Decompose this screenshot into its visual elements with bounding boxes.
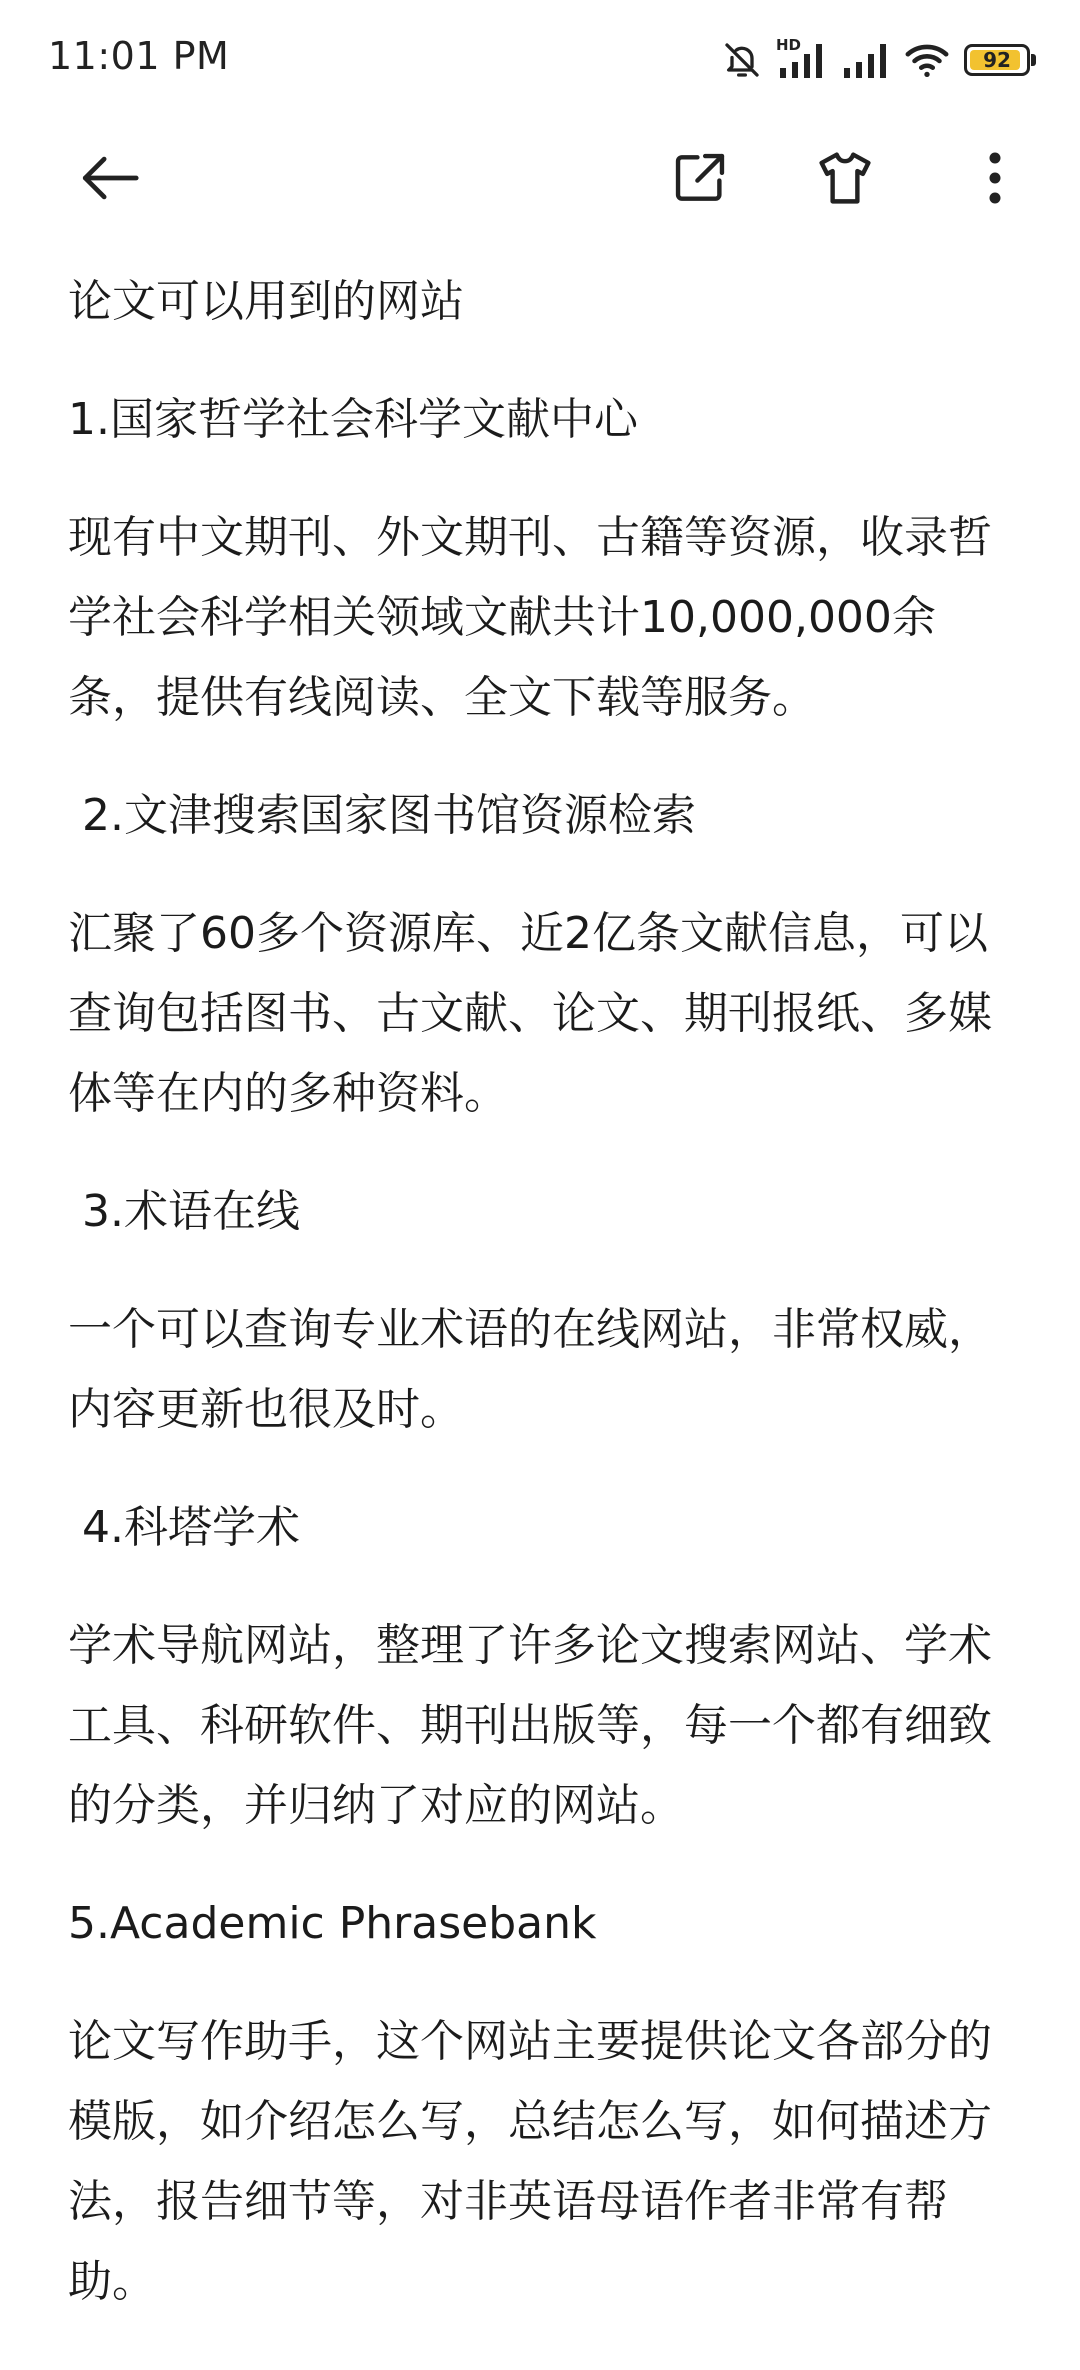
network-label: HD: [776, 36, 802, 54]
status-bar: [0, 0, 1080, 120]
section-heading: 4.科塔学术: [68, 1502, 300, 1553]
article-content: [68, 262, 1028, 2322]
section-heading: 2.文津搜索国家图书馆资源检索: [68, 790, 696, 841]
more-vertical-icon: [985, 148, 1005, 212]
theme-shirt-icon: [812, 145, 878, 215]
section-heading: 3.术语在线: [68, 1186, 300, 1237]
theme-button[interactable]: [795, 130, 895, 230]
section-body-line: 学社会科学相关领域文献共计10,000,000余: [68, 592, 936, 643]
battery-icon: [964, 44, 1036, 76]
section-body-line: 论文写作助手，这个网站主要提供论文各部分的: [68, 2016, 992, 2067]
signal-icon: [842, 40, 890, 80]
section-body-line: 模版，如介绍怎么写，总结怎么写，如何描述方: [68, 2096, 992, 2147]
section-heading: 5.Academic Phrasebank: [68, 1898, 597, 1949]
status-icons: [722, 36, 1036, 84]
section-body-line: 汇聚了60多个资源库、近2亿条文献信息，可以: [68, 908, 988, 959]
signal-hd-icon: [776, 36, 828, 80]
section-body-line: 助。: [68, 2256, 156, 2307]
battery-tip: [1031, 54, 1036, 66]
section-body-line: 查询包括图书、古文献、论文、期刊报纸、多媒: [68, 988, 992, 1039]
share-button[interactable]: [650, 130, 750, 230]
wifi-icon: [904, 40, 950, 80]
mute-bell-icon: [722, 40, 762, 80]
back-arrow-icon: [75, 143, 145, 217]
share-icon: [669, 147, 731, 213]
section-body-line: 法，报告细节等，对非英语母语作者非常有帮: [68, 2176, 948, 2227]
back-button[interactable]: [60, 130, 160, 230]
status-time: 11:01 PM: [48, 34, 230, 78]
toolbar: [0, 130, 1080, 230]
section-body-line: 内容更新也很及时。: [68, 1384, 464, 1435]
section-body-line: 体等在内的多种资料。: [68, 1068, 508, 1119]
section-body-line: 现有中文期刊、外文期刊、古籍等资源，收录哲: [68, 512, 992, 563]
battery-body: [964, 44, 1030, 76]
section-body-line: 一个可以查询专业术语的在线网站，非常权威，: [68, 1304, 992, 1355]
battery-level: 92: [983, 48, 1011, 72]
section-heading: 1.国家哲学社会科学文献中心: [68, 394, 638, 445]
more-button[interactable]: [945, 130, 1045, 230]
section-body-line: 条，提供有线阅读、全文下载等服务。: [68, 672, 816, 723]
section-body-line: 的分类，并归纳了对应的网站。: [68, 1780, 684, 1831]
article-title: 论文可以用到的网站: [68, 276, 464, 327]
section-body-line: 学术导航网站，整理了许多论文搜索网站、学术: [68, 1620, 992, 1671]
section-body-line: 工具、科研软件、期刊出版等，每一个都有细致: [68, 1700, 992, 1751]
